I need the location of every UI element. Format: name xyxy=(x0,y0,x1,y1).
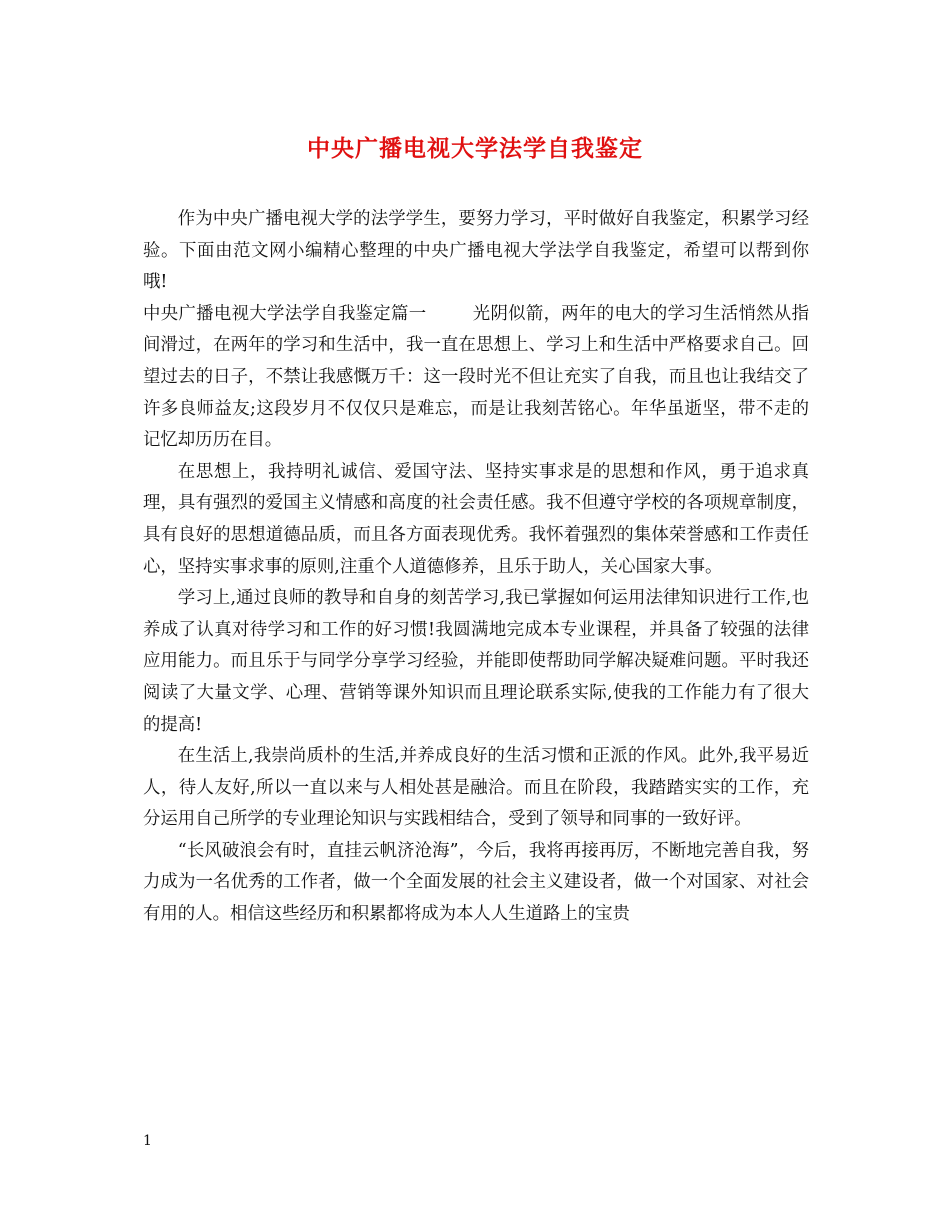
page-number: 1 xyxy=(143,1133,152,1149)
body-paragraph-thought: 在思想上，我持明礼诚信、爱国守法、坚持实事求是的思想和作风，勇于追求真理，具有强烈的爱国主义情感和高度的社会责任感。我不但遵守学校的各项规章制度，具有良好的思想道德品质，而且各方面表现优秀。我怀着强烈的集体荣誉感和工作责任心，坚持实事求事的原则,注重个人道德修养，且乐于助人，关心国家大事。 xyxy=(143,461,809,577)
document-title: 中央广播电视大学法学自我鉴定 xyxy=(307,135,643,162)
body-paragraph-future: “长风破浪会有时，直挂云帆济沧海”，今后，我将再接再厉，不断地完善自我，努力成为一名优秀的工作者，做一个全面发展的社会主义建设者，做一个对国家、对社会有用的人。相信这些经历和积累都将成为本人人生道路上的宝贵 xyxy=(143,840,809,925)
intro-paragraph: 作为中央广播电视大学的法学学生，要努力学习，平时做好自我鉴定，积累学习经验。下面由范文网小编精心整理的中央广播电视大学法学自我鉴定，希望可以帮到你哦! xyxy=(143,209,809,293)
section-paragraph xyxy=(143,299,809,457)
body-paragraph-life: 在生活上,我崇尚质朴的生活,并养成良好的生活习惯和正派的作风。此外,我平易近人，待人友好,所以一直以来与人相处甚是融洽。而且在阶段，我踏踏实实的工作，充分运用自己所学的专业理论知识与实践相结合，受到了领导和同事的一致好评。 xyxy=(143,746,809,830)
section-heading: 中央广播电视大学法学自我鉴定篇一 xyxy=(143,303,427,324)
body-paragraph-study: 学习上,通过良师的教导和自身的刻苦学习,我已掌握如何运用法律知识进行工作,也养成了认真对待学习和工作的好习惯!我圆满地完成本专业课程，并具备了较强的法律应用能力。而且乐于与同学分享学习经验，并能即使帮助同学解决疑难问题。平时我还阅读了大量文学、心理、营销等课外知识而且理论联系实际,使我的工作能力有了很大的提高! xyxy=(143,588,809,735)
document-body xyxy=(143,204,809,931)
section-first-paragraph: 光阴似箭，两年的电大的学习生活悄然从指间滑过，在两年的学习和生活中，我一直在思想上、学习上和生活中严格要求自己。回望过去的日子，不禁让我感慨万千：这一段时光不但让充实了自我，而且也让我结交了许多良师益友;这段岁月不仅仅只是难忘，而是让我刻苦铭心。年华虽逝坚，带不走的记忆却历历在目。 xyxy=(143,303,809,451)
